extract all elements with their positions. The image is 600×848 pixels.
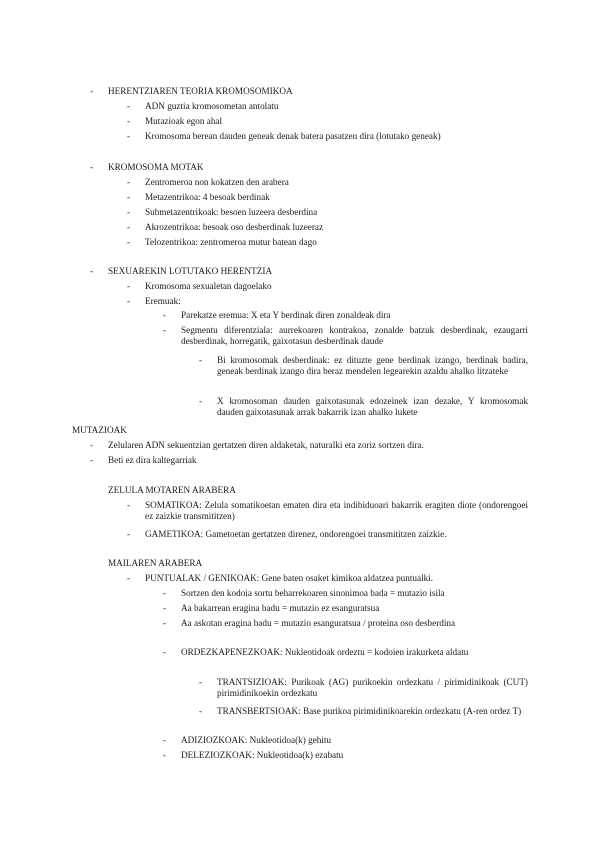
bullet: -: [163, 310, 167, 320]
bullet: -: [90, 455, 94, 465]
bullet: -: [127, 529, 131, 539]
term: TRANSBERTSIOAK: [217, 706, 299, 716]
list-item: Beti ez dira kaltegarriak: [108, 455, 197, 465]
bullet: -: [163, 603, 167, 613]
term: GAMETIKOA: [145, 529, 201, 539]
list-item: X kromosoman dauden gaixotasunak edozeinek izan dezake, Y kromosomak dauden gaixotasunak arrak bakarrik izan ahalko lukete: [217, 396, 528, 417]
list-item: Bi kromosomak desberdinak: ez dituzte gene berdinak izango, berdinak badira, geneak berdinak izango dira beraz mendelen legearekin azaldu ahalko litzateke: [217, 355, 528, 376]
list-item: [217, 706, 528, 717]
bullet: -: [127, 207, 131, 217]
bullet: -: [163, 735, 167, 745]
list-item: Kromosoma sexualetan dagoelako: [145, 281, 272, 291]
heading-mutazioak: MUTAZIOAK: [72, 425, 127, 435]
bullet: -: [199, 355, 203, 365]
bullet: -: [127, 573, 131, 583]
term: DELEZIOZKOAK: [181, 750, 252, 760]
definition: : Purikoak (AG) purikoekin ordezkatu / pirimidinikoak (CUT) pirimidinikoekin ordezkatu: [217, 677, 528, 698]
list-item: Akrozentrikoa: besoak oso desberdinak luzeeraz: [145, 222, 324, 232]
bullet: -: [127, 222, 131, 232]
list-item: [145, 573, 433, 584]
list-item: [181, 750, 343, 761]
list-item: Sortzen den kodoia sortu beharrekoaren sinonimoa bada = mutazio isila: [181, 588, 445, 598]
list-item: Mutazioak egon ahal: [145, 116, 223, 126]
bullet: -: [127, 237, 131, 247]
subheading: MAILAREN ARABERA: [108, 558, 203, 568]
definition: : Nukleotidoa(k) ezabatu: [251, 750, 344, 760]
definition: : Gene baten osaket kimikoa aldatzea puntualki.: [256, 573, 434, 583]
term: ADIZIOZKOAK: [181, 735, 245, 745]
subheading: ZELULA MOTAREN ARABERA: [108, 485, 236, 495]
list-item: [145, 529, 447, 540]
definition: : Base purikoa pirimidinikoarekin ordezkatu (A-ren ordez T): [298, 706, 522, 716]
bullet: -: [163, 325, 167, 335]
list-item: [181, 647, 528, 658]
list-item: ADN guztia kromosometan antolatu: [145, 101, 279, 111]
bullet: -: [199, 396, 203, 406]
list-item: Kromosoma berean dauden geneak denak batera pasatzen dira (lotutako geneak): [145, 131, 441, 141]
section-title: HERENTZIAREN TEORIA KROMOSOMIKOA: [108, 86, 293, 96]
term: PUNTUALAK / GENIKOAK: [145, 573, 257, 583]
bullet: -: [90, 266, 94, 276]
list-item: Telozentrikoa: zentromeroa mutur batean dago: [145, 237, 317, 247]
bullet: -: [163, 647, 167, 657]
bullet: -: [163, 618, 167, 628]
definition: : Nukleotidoa(k) gehitu: [244, 735, 332, 745]
section-title: KROMOSOMA MOTAK: [108, 162, 204, 172]
term: SOMATIKOA: [145, 500, 200, 510]
bullet: -: [90, 440, 94, 450]
bullet: -: [127, 131, 131, 141]
list-item: Zelularen ADN sekuentzian gertatzen diren aldaketak, naturalki eta zoriz sortzen dira.: [108, 440, 424, 450]
list-item: Aa bakarrean eragina badu = mutazio ez esanguratsua: [181, 603, 380, 613]
list-item: [181, 735, 331, 746]
bullet: -: [127, 192, 131, 202]
bullet: -: [127, 116, 131, 126]
definition: : Gametoetan gertatzen direnez, ondorengoei transmititzen zaizkie.: [200, 529, 447, 539]
list-item: Parekatze eremua: X eta Y berdinak diren zonaldeak dira: [181, 310, 391, 320]
bullet: -: [199, 706, 203, 716]
bullet: -: [199, 677, 203, 687]
list-item: Aa askotan eragina badu = mutazio esanguratsua / proteina oso desberdina: [181, 618, 456, 628]
bullet: -: [127, 101, 131, 111]
list-item: [217, 677, 528, 699]
bullet: -: [90, 162, 94, 172]
list-item: Segmentu diferentziala: aurrekoaren kontrakoa, zonalde batzuk desberdinak, ezaugarri desberdinak, horregatik, gaixotasun desberdinak daude: [181, 325, 528, 346]
bullet: -: [163, 588, 167, 598]
definition: : Zelula somatikoetan ematen dira eta indibiduoari bakarrik eragiten diote (ondorengoei ez zaizkie transmititzen): [145, 500, 528, 521]
bullet: -: [127, 281, 131, 291]
list-item: Submetazentrikoak: besoen luzeera desberdina: [145, 207, 318, 217]
list-item: [145, 500, 528, 522]
bullet: -: [127, 177, 131, 187]
bullet: -: [163, 750, 167, 760]
term: ORDEZKAPENEZKOAK: [181, 647, 281, 657]
bullet: -: [90, 86, 94, 96]
term: TRANTSIZIOAK: [217, 677, 285, 687]
list-item: Eremuak:: [145, 296, 181, 306]
list-item: Metazentrikoa: 4 besoak berdinak: [145, 192, 270, 202]
section-title: SEXUAREKIN LOTUTAKO HERENTZIA: [108, 266, 273, 276]
definition: : Nukleotidoak ordeztu = kodoien irakurketa aldatu: [280, 647, 469, 657]
list-item: Zentromeroa non kokatzen den arabera: [145, 177, 289, 187]
bullet: -: [127, 296, 131, 306]
bullet: -: [127, 500, 131, 510]
